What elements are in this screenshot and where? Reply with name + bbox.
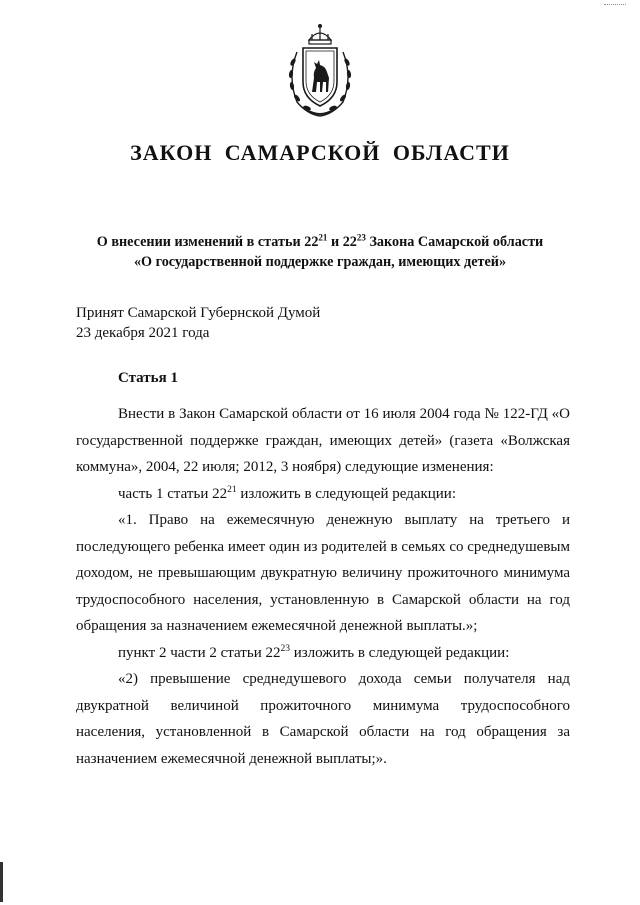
quote-1: «1. Право на ежемесячную денежную выплату на третьего и последующего ребенка имеет один из родителей в семьях со среднедушевым доходом, не превышающим двукратную величину прожиточного минимума трудоспособного населения, установленную в Самарской области на год обращения за назначением ежемесячной денежной выплаты.»;: [76, 512, 570, 634]
change-1: [76, 481, 570, 508]
law-title: ЗАКОН САМАРСКОЙ ОБЛАСТИ: [130, 140, 510, 165]
article-superscript: 21: [227, 484, 237, 495]
subtitle-text: и 22: [327, 234, 357, 250]
article-superscript: 21: [318, 232, 328, 243]
change-text: изложить в следующей редакции:: [289, 644, 510, 661]
article-superscript: 23: [356, 232, 366, 243]
adoption-date: 23 декабря 2021 года: [76, 325, 210, 341]
scan-corner-mark: [604, 4, 626, 8]
subtitle-line-2: «О государственной поддержке граждан, имеющих детей»: [133, 254, 507, 270]
change-text: изложить в следующей редакции:: [236, 485, 457, 502]
adoption-info: [76, 303, 320, 343]
law-subtitle: [60, 232, 580, 272]
scan-edge-mark: [0, 862, 3, 902]
coat-of-arms-icon: [283, 22, 357, 120]
subtitle-text: Закона Самарской области: [365, 234, 544, 250]
adopted-by: Принят Самарской Губернской Думой: [76, 305, 321, 321]
article-body: [76, 401, 570, 772]
subtitle-line-1: [60, 232, 580, 252]
article-superscript: 23: [280, 643, 290, 654]
article-intro: Внести в Закон Самарской области от 16 июля 2004 года № 122-ГД «О государственной поддержке граждан, имеющих детей» (газета «Волжская коммуна», 2004, 22 июля; 2012, 3 ноября) следующие изменения:: [76, 406, 570, 475]
quote-2: «2) превышение среднедушевого дохода семьи получателя над двукратной величиной прожиточного минимума трудоспособного населения, установленной в Самарской области на год обращения за назначением ежемесячной денежной выплаты;».: [76, 671, 570, 767]
subtitle-text: О внесении изменений в статьи 22: [96, 234, 319, 250]
change-text: часть 1 статьи 22: [118, 485, 228, 502]
change-text: пункт 2 части 2 статьи 22: [118, 644, 281, 661]
article-heading: Статья 1: [118, 370, 178, 386]
change-2: [76, 640, 570, 667]
